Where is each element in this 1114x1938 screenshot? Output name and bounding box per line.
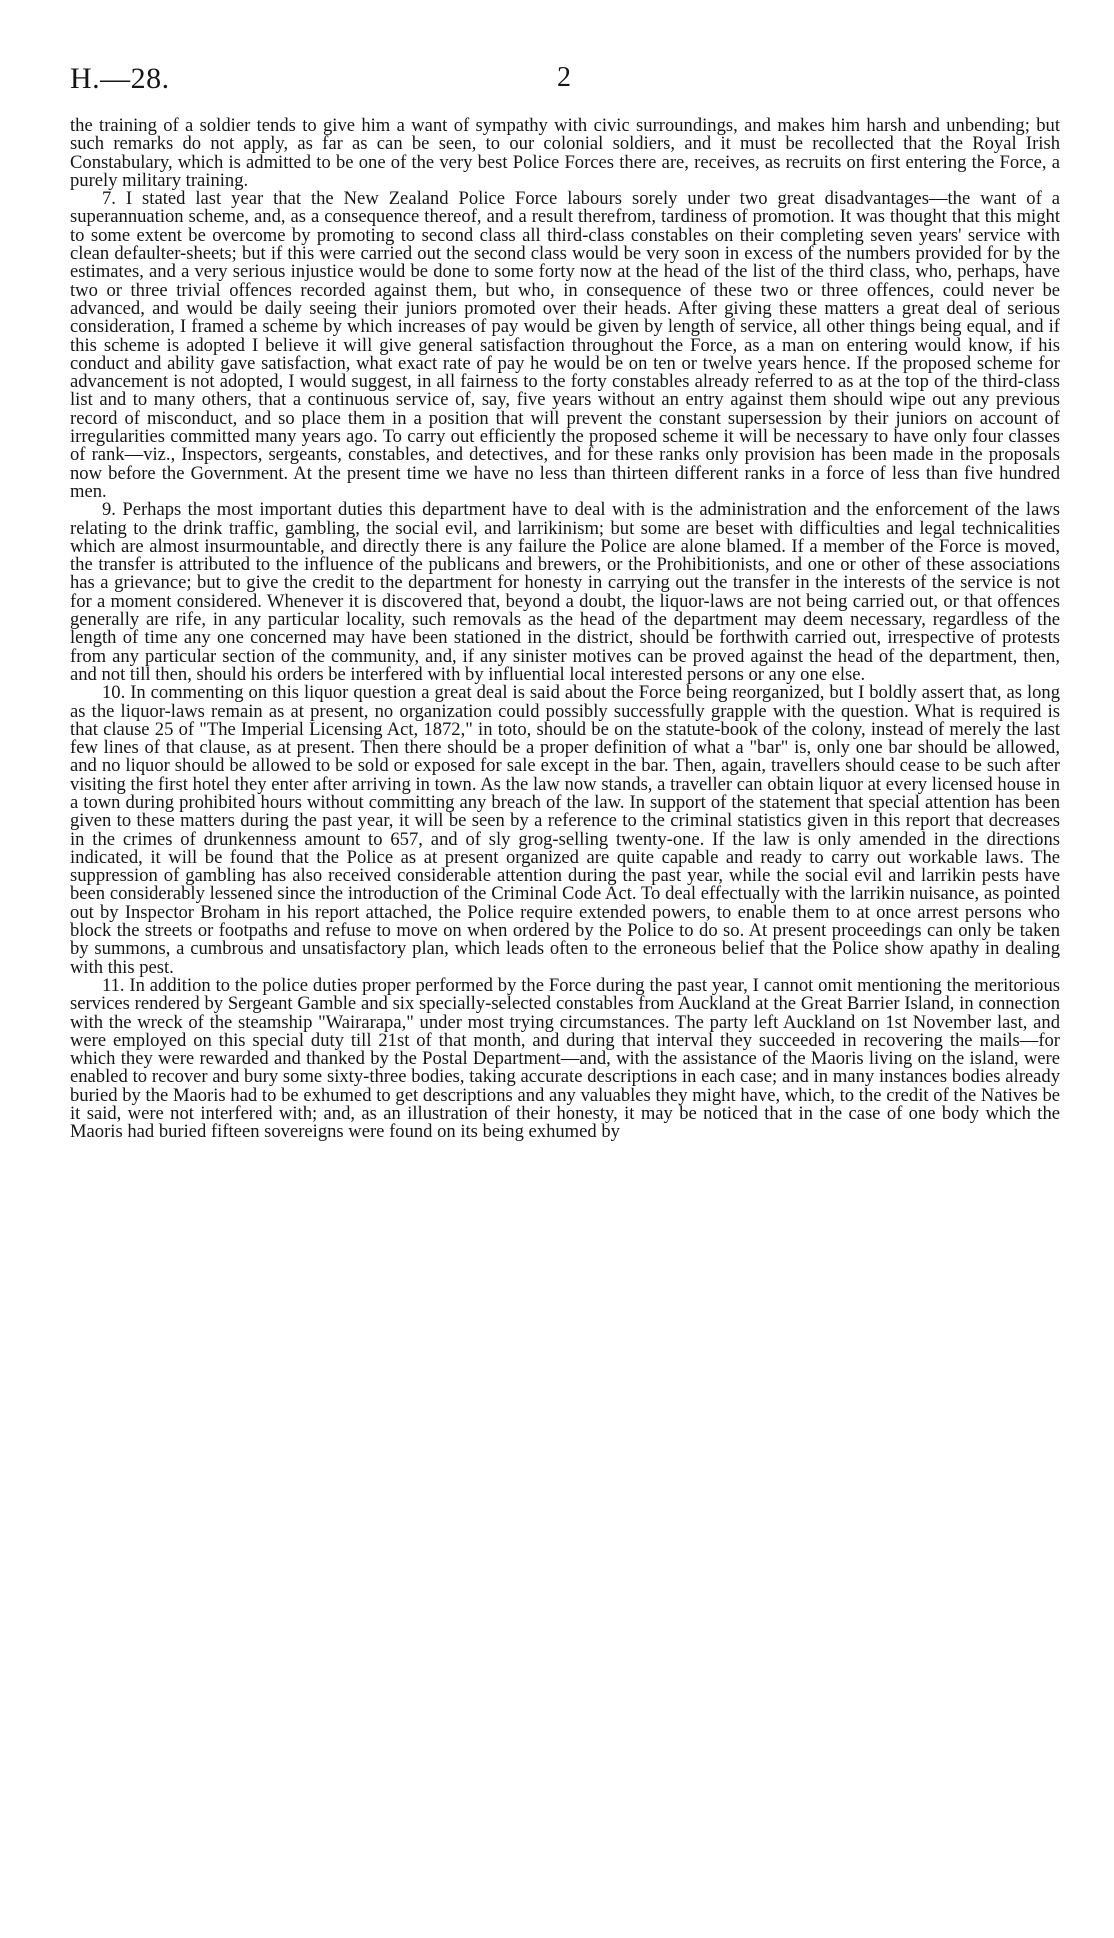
paragraph-11: 11. In addition to the police duties proper performed by the Force during the past year, I cannot omit mentioning the meritorious services rendered by Sergeant Gamble and six specially-selected constables from Auckland at the Great Barrier Island, in connection with the wreck of the steamship "Wairarapa," under most trying circumstances. The party left Auckland on 1st November last, and were employed on this special duty till 21st of that month, and during that interval they succeeded in recovering the mails—for which they were rewarded and thanked by the Postal Department—and, with the assistance of the Maoris living on the island, were enabled to recover and bury some sixty-three bodies, taking accurate descriptions in each case; and in many instances bodies already buried by the Maoris had to be exhumed to get descriptions and any valuables they might have, which, to the credit of the Natives be it said, were not interfered with; and, as an illustration of their honesty, it may be noticed that in the case of one body which the Maoris had buried fifteen sovereigns were found on its being exhumed by [70,974,1060,1143]
body-text [70,117,1060,1142]
page-header [70,62,1060,102]
document-reference: H.—28. [70,62,170,95]
page-number: 2 [557,62,571,93]
paragraph-7: 7. I stated last year that the New Zealand Police Force labours sorely under two great disadvantages—the want of a superannuation scheme, and, as a consequence thereof, and a result therefrom, tardiness of promotion. It was thought that this might to some extent be overcome by promoting to second class all third-class constables on their completing seven years' service with clean defaulter-sheets; but if this were carried out the second class would be very soon in excess of the numbers provided for by the estimates, and a very serious injustice would be done to some forty now at the head of the list of the third class, who, perhaps, have two or three trivial offences recorded against them, but who, in consequence of these two or three offences, could never be advanced, and would be daily seeing their juniors promoted over their heads. After giving these matters a great deal of serious consideration, I framed a scheme by which increases of pay would be given by length of service, all other things being equal, and if this scheme is adopted I believe it will give general satisfaction throughout the Force, as a man on entering would know, if his conduct and ability gave satisfaction, what exact rate of pay he would be on ten or twelve years hence. If the proposed scheme for advancement is not adopted, I would suggest, in all fairness to the forty constables already referred to as at the top of the third-class list and to many others, that a continuous service of, say, five years without an entry against them should wipe out any previous record of misconduct, and so place them in a position that will prevent the constant supersession by their juniors on account of irregularities committed many years ago. To carry out efficiently the proposed scheme it will be necessary to have only four classes of rank—viz., Inspectors, sergeants, constables, and detectives, and for these ranks only provision has been made in the proposals now before the Government. At the present time we have no less than thirteen different ranks in a force of less than five hundred men. [70,188,1060,502]
paragraph-continuation: the training of a soldier tends to give him a want of sympathy with civic surroundings, and makes him harsh and unbending; but such remarks do not apply, as far as can be seen, to our colonial soldiers, and it must be recollected that the Royal Irish Constabulary, which is admitted to be one of the very best Police Forces there are, receives, as recruits on first entering the Force, a purely military training. [70,115,1060,191]
paragraph-9: 9. Perhaps the most important duties this department have to deal with is the administration and the enforcement of the laws relating to the drink traffic, gambling, the social evil, and larrikinism; but some are beset with difficulties and legal technicalities which are almost insurmountable, and directly there is any failure the Police are alone blamed. If a member of the Force is moved, the transfer is attributed to the influence of the publicans and brewers, or the Prohibitionists, and one or other of these associations has a grievance; but to give the credit to the department for honesty in carrying out the transfer in the interests of the service is not for a moment considered. Whenever it is discovered that, beyond a doubt, the liquor-laws are not being carried out, or that offences generally are rife, in any particular locality, such removals as the head of the department may deem necessary, regardless of the length of time any one concerned may have been stationed in the district, should be forthwith carried out, irrespective of protests from any particular section of the community, and, if any sinister motives can be proved against the head of the department, then, and not till then, should his orders be interfered with by influential local interested persons or any one else. [70,499,1060,685]
paragraph-10: 10. In commenting on this liquor question a great deal is said about the Force being reorganized, but I boldly assert that, as long as the liquor-laws remain as at present, no organization could possibly successfully grapple with the question. What is required is that clause 25 of "The Imperial Licensing Act, 1872," in toto, should be on the statute-book of the colony, instead of merely the last few lines of that clause, as at present. Then there should be a proper definition of what a "bar" is, only one bar should be allowed, and no liquor should be allowed to be sold or exposed for sale except in the bar. Then, again, travellers should cease to be such after visiting the first hotel they enter after arriving in town. As the law now stands, a traveller can obtain liquor at every licensed house in a town during prohibited hours without committing any breach of the law. In support of the statement that special attention has been given to these matters during the past year, it will be seen by a reference to the criminal statistics given in this report that decreases in the crimes of drunkenness amount to 657, and of sly grog-selling twenty-one. If the law is only amended in the directions indicated, it will be found that the Police as at present organized are quite capable and ready to carry out workable laws. The suppression of gambling has also received considerable attention during the past year, while the social evil and larrikin pests have been considerably lessened since the introduction of the Criminal Code Act. To deal effectually with the larrikin nuisance, as pointed out by Inspector Broham in his report attached, the Police require extended powers, to enable them to at once arrest persons who block the streets or footpaths and refuse to move on when ordered by the Police to do so. At present proceedings can only be taken by summons, a cumbrous and unsatisfactory plan, which leads often to the erroneous belief that the Police show apathy in dealing with this pest. [70,682,1060,978]
